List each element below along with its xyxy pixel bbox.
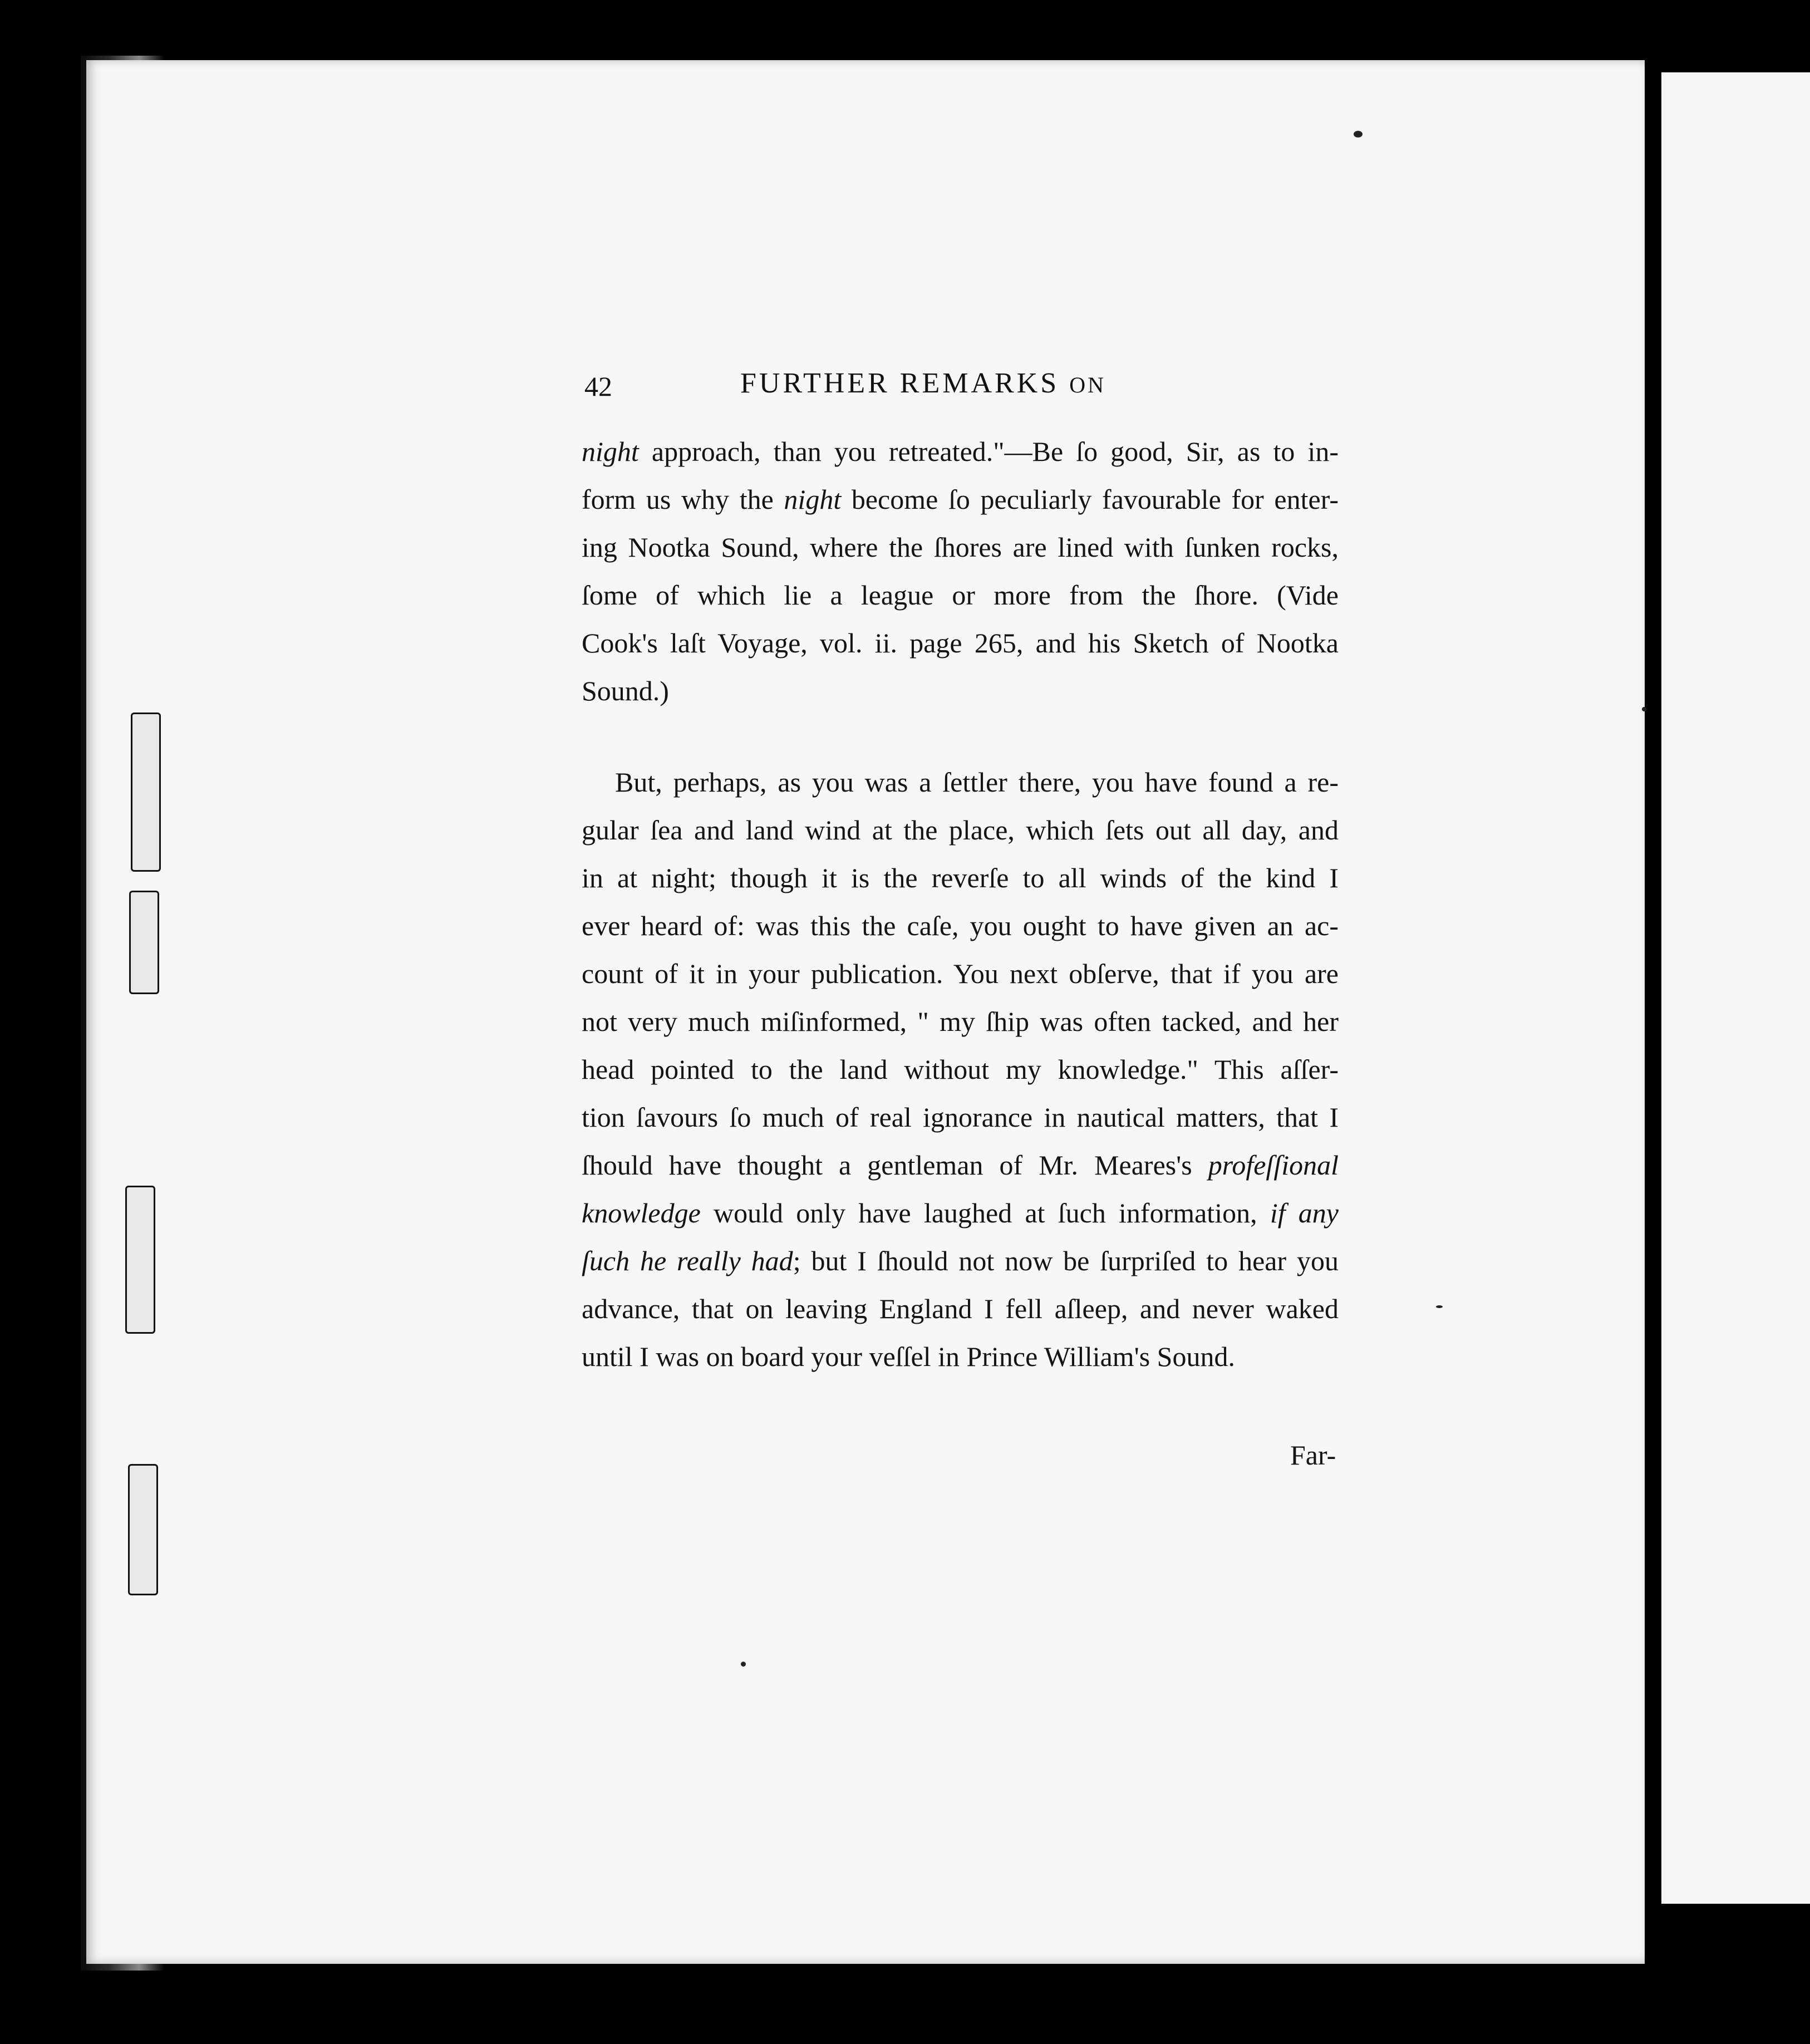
italic-text: if any [1270,1197,1339,1229]
text-run: ſome of which lie a league or more from the ſhore. (Vide [582,579,1339,611]
text-run: ever heard of: was this the caſe, you ought to have given an ac- [582,910,1339,941]
text-run: approach, than you retreated."—Be ſo good, Sir, as to in- [638,436,1339,467]
text-line [582,1285,1339,1333]
page-gutter [1647,60,1661,1964]
text-line [582,998,1339,1045]
italic-text: profeſſional [1208,1149,1339,1181]
binding-tab [128,1464,158,1595]
text-line [582,1189,1339,1237]
catchword: Far- [1290,1439,1336,1471]
ink-speck [1436,1305,1443,1308]
ink-speck [1642,707,1646,711]
text-line [582,1333,1339,1380]
text-line [582,428,1339,475]
text-line [582,475,1339,523]
text-run: would only have laughed at ſuch information, [700,1197,1270,1229]
binding-tab [131,713,161,872]
binding-tab [129,891,159,994]
text-run: until I was on board your veſſel in Prince William's Sound. [582,1341,1235,1372]
running-head [740,367,1106,400]
italic-text: ſuch he really had [582,1245,793,1276]
text-line [582,806,1339,854]
text-run: head pointed to the land without my knowledge." This aſſer- [582,1054,1339,1085]
binding-tab [125,1186,155,1334]
text-run: ing Nootka Sound, where the ſhores are lined with ſunken rocks, [582,532,1339,563]
running-head-small: ON [1069,372,1106,397]
ink-speck [741,1662,746,1667]
text-line [582,571,1339,619]
paragraph-1 [582,428,1339,715]
text-line [582,619,1339,667]
page-header [584,367,1169,409]
text-line [582,1141,1339,1189]
text-line [582,1237,1339,1285]
text-line [582,950,1339,998]
italic-text: night [582,436,639,467]
text-run: advance, that on leaving England I fell aſleep, and never waked [582,1293,1339,1324]
text-run: ; but I ſhould not now be ſurpriſed to hear you [793,1245,1339,1276]
text-run: not very much miſinformed, " my ſhip was often tacked, and her [582,1006,1339,1037]
text-run: But, perhaps, as you was a ſettler there, you have found a re- [615,766,1339,798]
text-line [582,523,1339,571]
text-line [582,667,1339,715]
paragraph-2 [582,758,1339,1380]
page-number: 42 [584,371,612,402]
text-line [582,1045,1339,1093]
ink-speck [1354,131,1363,137]
text-run: ſhould have thought a gentleman of Mr. Meares's [582,1149,1208,1181]
italic-text: knowledge [582,1197,701,1229]
text-run: in at night; though it is the reverſe to all winds of the kind I [582,862,1339,893]
text-line [582,1093,1339,1141]
text-run: become ſo peculiarly favourable for enter- [841,484,1339,515]
text-line [582,758,1339,806]
text-run: count of it in your publication. You next obſerve, that if you are [582,958,1339,989]
text-line [582,854,1339,902]
text-run: Sound.) [582,675,669,706]
text-run: form us why the [582,484,784,515]
facing-page-edge [1661,72,1810,1904]
text-run: gular ſea and land wind at the place, which ſets out all day, and [582,814,1339,846]
text-line [582,902,1339,950]
italic-text: night [784,484,842,515]
text-run: Cook's laſt Voyage, vol. ii. page 265, and his Sketch of Nootka [582,627,1339,659]
running-head-main: FURTHER REMARKS [740,367,1070,399]
text-run: tion ſavours ſo much of real ignorance in nautical matters, that I [582,1102,1339,1133]
